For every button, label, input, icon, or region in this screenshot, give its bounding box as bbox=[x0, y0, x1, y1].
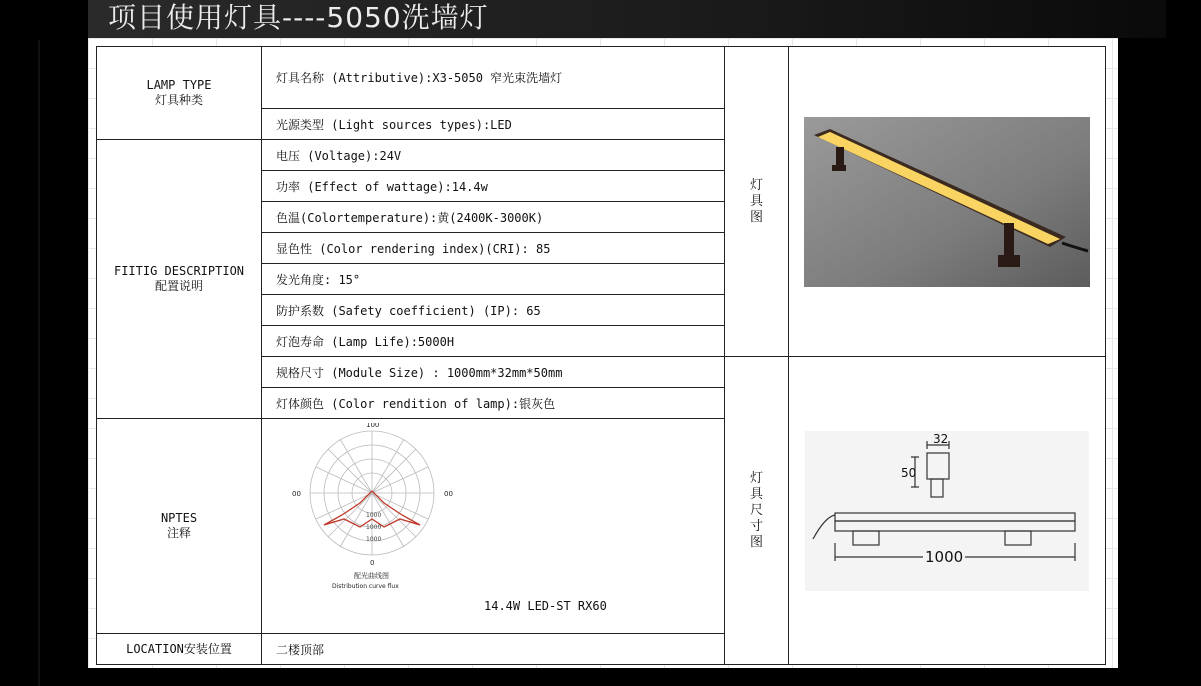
photo-side-label bbox=[725, 47, 789, 357]
left-divider bbox=[38, 40, 40, 686]
lamp-photo-cell bbox=[789, 47, 1106, 357]
page-title: 项目使用灯具----5050洗墙灯 bbox=[108, 1, 489, 34]
polar-right-label: 00 bbox=[444, 490, 453, 498]
polar-title-en: Distribution curve flux bbox=[332, 583, 399, 590]
dimension-width: 32 bbox=[933, 431, 949, 446]
config-label-en: FIITIG DESCRIPTION bbox=[113, 264, 245, 278]
notes-content bbox=[262, 419, 724, 633]
spec-light-source: 光源类型 (Light sources types):LED bbox=[262, 109, 725, 140]
notes-label-cn: 注释 bbox=[166, 526, 191, 540]
dimension-height: 50 bbox=[901, 465, 917, 480]
dimension-side-label bbox=[725, 357, 789, 665]
lamp-photo bbox=[804, 117, 1090, 287]
dimension-drawing-cell bbox=[789, 357, 1106, 665]
location-label: LOCATION安装位置 bbox=[97, 634, 262, 665]
photo-label-char: 具 bbox=[749, 193, 763, 209]
notes-label bbox=[97, 419, 262, 634]
polar-distribution-chart bbox=[282, 423, 472, 593]
polar-left-label: 00 bbox=[292, 490, 301, 498]
dimension-label-char: 图 bbox=[749, 534, 763, 550]
location-value: 二楼顶部 bbox=[262, 634, 725, 665]
config-label-cn: 配置说明 bbox=[154, 279, 203, 293]
title-bar bbox=[88, 0, 1166, 38]
spec-color-temperature: 色温(Colortemperature):黄(2400K-3000K) bbox=[262, 202, 725, 233]
lamp-model-label: 14.4W LED-ST RX60 bbox=[484, 599, 607, 613]
spec-ip-rating: 防护系数 (Safety coefficient) (IP): 65 bbox=[262, 295, 725, 326]
spec-body-color: 灯体颜色 (Color rendition of lamp):银灰色 bbox=[262, 388, 725, 419]
spec-voltage: 电压 (Voltage):24V bbox=[262, 140, 725, 171]
spec-lamp-name: 灯具名称 (Attributive):X3-5050 窄光束洗墙灯 bbox=[262, 47, 725, 109]
notes-cell bbox=[262, 419, 725, 634]
polar-bottom-label: 0 bbox=[370, 559, 375, 567]
spec-table bbox=[96, 46, 1106, 665]
spec-module-size: 规格尺寸 (Module Size) : 1000mm*32mm*50mm bbox=[262, 357, 725, 388]
dimension-label-char: 灯 bbox=[749, 470, 763, 486]
config-label bbox=[97, 140, 262, 419]
spec-beam-angle: 发光角度: 15° bbox=[262, 264, 725, 295]
spec-cri: 显色性 (Color rendering index)(CRI): 85 bbox=[262, 233, 725, 264]
dimension-label-char: 尺 bbox=[749, 502, 763, 518]
notes-label-en: NPTES bbox=[160, 511, 198, 525]
photo-label-char: 灯 bbox=[749, 177, 763, 193]
spec-lamp-life: 灯泡寿命 (Lamp Life):5000H bbox=[262, 326, 725, 357]
dimension-drawing bbox=[805, 431, 1089, 591]
spec-wattage: 功率 (Effect of wattage):14.4w bbox=[262, 171, 725, 202]
polar-top-label: 100 bbox=[366, 423, 380, 429]
lamp-type-label bbox=[97, 47, 262, 140]
lamp-type-label-cn: 灯具种类 bbox=[154, 93, 203, 107]
polar-ring-label: 1000 bbox=[366, 524, 382, 531]
photo-label-char: 图 bbox=[749, 209, 763, 225]
dimension-length: 1000 bbox=[925, 547, 964, 566]
polar-title-cn: 配光曲线图 bbox=[354, 572, 389, 580]
lamp-type-label-en: LAMP TYPE bbox=[146, 78, 212, 92]
polar-ring-label: 1000 bbox=[366, 512, 382, 519]
dimension-label-char: 具 bbox=[749, 486, 763, 502]
dimension-label-char: 寸 bbox=[749, 518, 763, 534]
polar-ring-label: 1000 bbox=[366, 536, 382, 543]
